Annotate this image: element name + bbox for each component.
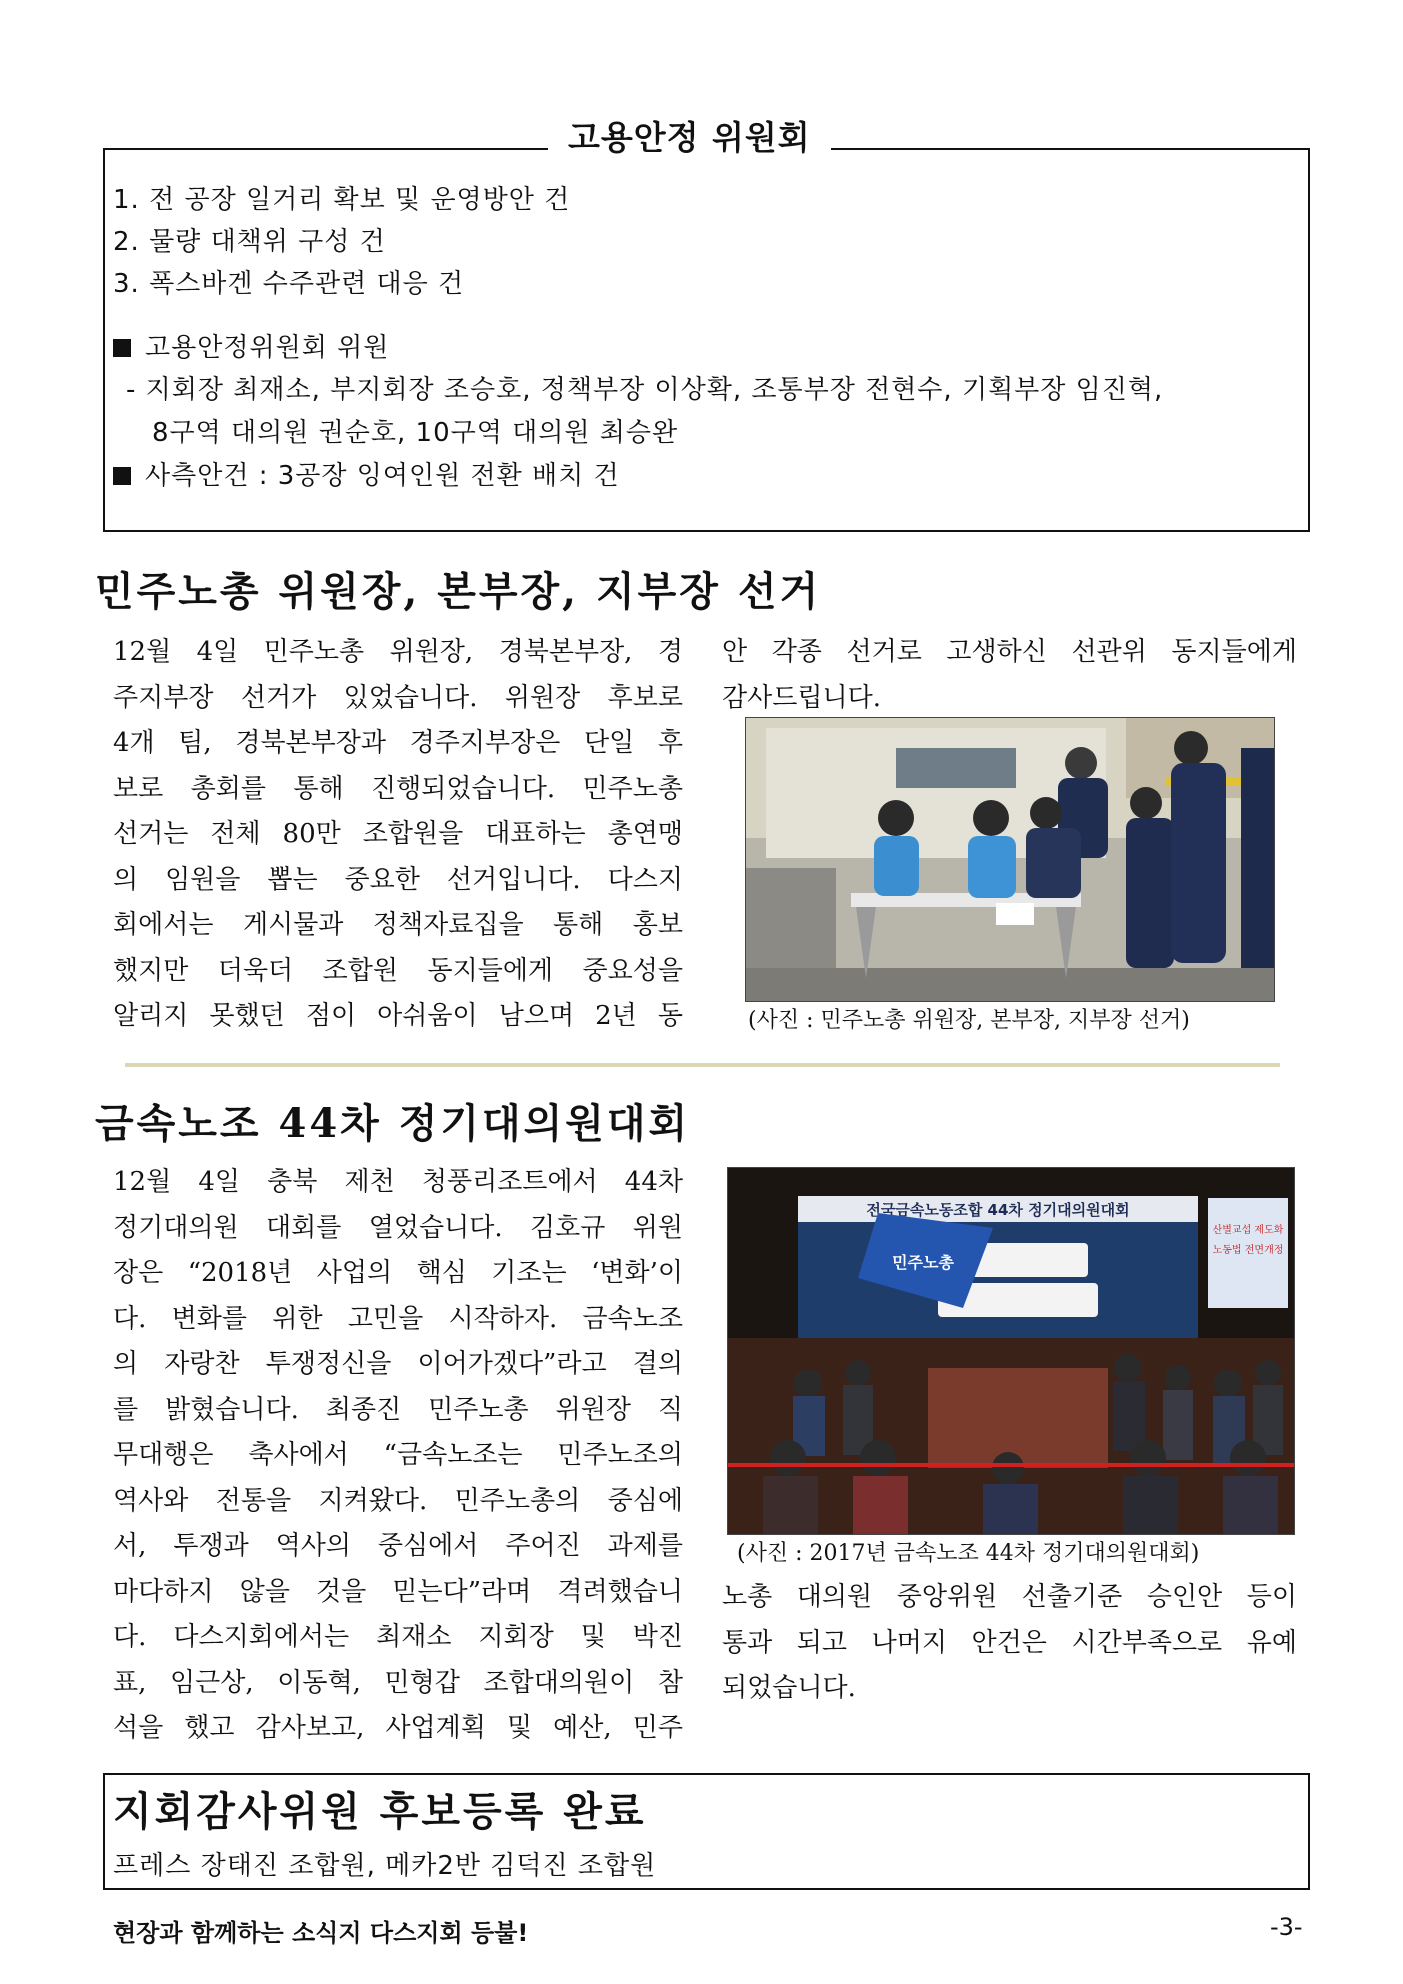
convention-flag-text: 민주노총 — [892, 1253, 954, 1272]
text-line: 12월 4일 민주노총 위원장, 경북본부장, 경 — [113, 637, 683, 667]
election-heading: 민주노총 위원장, 본부장, 지부장 선거 — [95, 568, 822, 615]
text-line: 역사와 전통을 지켜왔다. 민주노총의 중심에 — [113, 1485, 683, 1516]
text-line: 감사드립니다. — [722, 682, 881, 713]
election-photo-caption: (사진 : 민주노총 위원장, 본부장, 지부장 선거) — [748, 1008, 1190, 1033]
text-line: 주지부장 선거가 있었습니다. 위원장 후보로 — [113, 682, 683, 713]
committee-item-2: 2. 물량 대책위 구성 건 — [113, 227, 386, 257]
convention-screen-text-1: 산별교섭 제도화 — [1212, 1225, 1284, 1236]
text-line: 회에서는 게시물과 정책자료집을 통해 홍보 — [113, 910, 683, 940]
text-line: 했지만 더욱더 조합원 동지들에게 중요성을 — [113, 955, 683, 986]
footer-text: 현장과 함께하는 소식지 다스지회 등불! — [113, 1919, 529, 1947]
text-line: 다. 다스지회에서는 최재소 지회장 및 박진 — [113, 1622, 683, 1652]
page-number: -3- — [1270, 1913, 1303, 1941]
convention-heading: 금속노조 44차 정기대의원대회 — [95, 1100, 691, 1147]
text-line: 다. 변화를 위한 고민을 시작하자. 금속노조 — [113, 1303, 683, 1334]
committee-item-1: 1. 전 공장 일거리 확보 및 운영방안 건 — [113, 185, 571, 215]
text-line: 서, 투쟁과 역사의 중심에서 주어진 과제를 — [113, 1531, 683, 1561]
text-line: 4개 팀, 경북본부장과 경주지부장은 단일 후 — [113, 728, 683, 758]
election-right-column — [722, 630, 1297, 721]
committee-agenda — [113, 456, 620, 496]
text-line: 노총 대의원 중앙위원 선출기준 승인안 등이 — [722, 1582, 1297, 1612]
text-line: 통과 되고 나머지 안건은 시간부족으로 유예 — [722, 1627, 1297, 1658]
audit-heading: 지회감사위원 후보등록 완료 — [113, 1788, 647, 1835]
text-line: 선거는 전체 80만 조합원을 대표하는 총연맹 — [113, 819, 683, 849]
text-line: 정기대의원 대회를 열었습니다. 김호규 위원 — [113, 1212, 683, 1243]
election-photo — [745, 717, 1275, 1002]
text-line: 마다하지 않을 것을 믿는다”라며 격려했습니 — [113, 1576, 683, 1607]
square-bullet-icon — [113, 467, 131, 485]
convention-banner-text: 전국금속노동조합 44차 정기대의원대회 — [866, 1201, 1130, 1219]
text-line: 의 임원을 뽑는 중요한 선거입니다. 다스지 — [113, 864, 683, 895]
committee-members-line2: 8구역 대의원 권순호, 10구역 대의원 최승완 — [152, 418, 679, 448]
convention-left-column — [113, 1160, 683, 1752]
text-line: 석을 했고 감사보고, 사업계획 및 예산, 민주 — [113, 1713, 683, 1743]
text-line: 무대행은 축사에서 “금속노조는 민주노조의 — [113, 1440, 683, 1470]
text-line: 안 각종 선거로 고생하신 선관위 동지들에게 — [722, 637, 1297, 667]
text-line: 장은 “2018년 사업의 핵심 기조는 ‘변화’이 — [113, 1258, 683, 1288]
committee-title: 고용안정 위원회 — [548, 112, 831, 164]
text-line: 의 자랑찬 투쟁정신을 이어가겠다”라고 결의 — [113, 1349, 683, 1379]
section-divider — [125, 1063, 1280, 1067]
convention-screen-text-2: 노동법 전면개정 — [1212, 1245, 1284, 1256]
election-left-column — [113, 630, 683, 1040]
square-bullet-icon — [113, 339, 131, 357]
text-line: 알리지 못했던 점이 아쉬움이 남으며 2년 동 — [113, 1001, 683, 1031]
convention-photo — [727, 1167, 1295, 1535]
text-line: 를 밝혔습니다. 최종진 민주노총 위원장 직 — [113, 1394, 683, 1425]
committee-members-line1: - 지회장 최재소, 부지회장 조승호, 정책부장 이상확, 조통부장 전현수, 기획부장 임진혁, — [126, 375, 1164, 405]
convention-right-column — [722, 1575, 1297, 1712]
committee-agenda-text: 사측안건 : 3공장 잉여인원 전환 배치 건 — [145, 461, 620, 491]
text-line: 되었습니다. — [722, 1673, 856, 1703]
audit-text: 프레스 장태진 조합원, 메카2반 김덕진 조합원 — [113, 1851, 657, 1881]
text-line: 보로 총회를 통해 진행되었습니다. 민주노총 — [113, 773, 683, 804]
committee-item-3: 3. 폭스바겐 수주관련 대응 건 — [113, 269, 465, 299]
text-line: 표, 임근상, 이동혁, 민형갑 조합대의원이 참 — [113, 1667, 683, 1698]
committee-members-label: 고용안정위원회 위원 — [145, 333, 390, 363]
committee-members-heading — [113, 328, 389, 368]
convention-photo-caption: (사진 : 2017년 금속노조 44차 정기대의원대회) — [737, 1541, 1200, 1566]
text-line: 12월 4일 충북 제천 청풍리조트에서 44차 — [113, 1167, 683, 1197]
